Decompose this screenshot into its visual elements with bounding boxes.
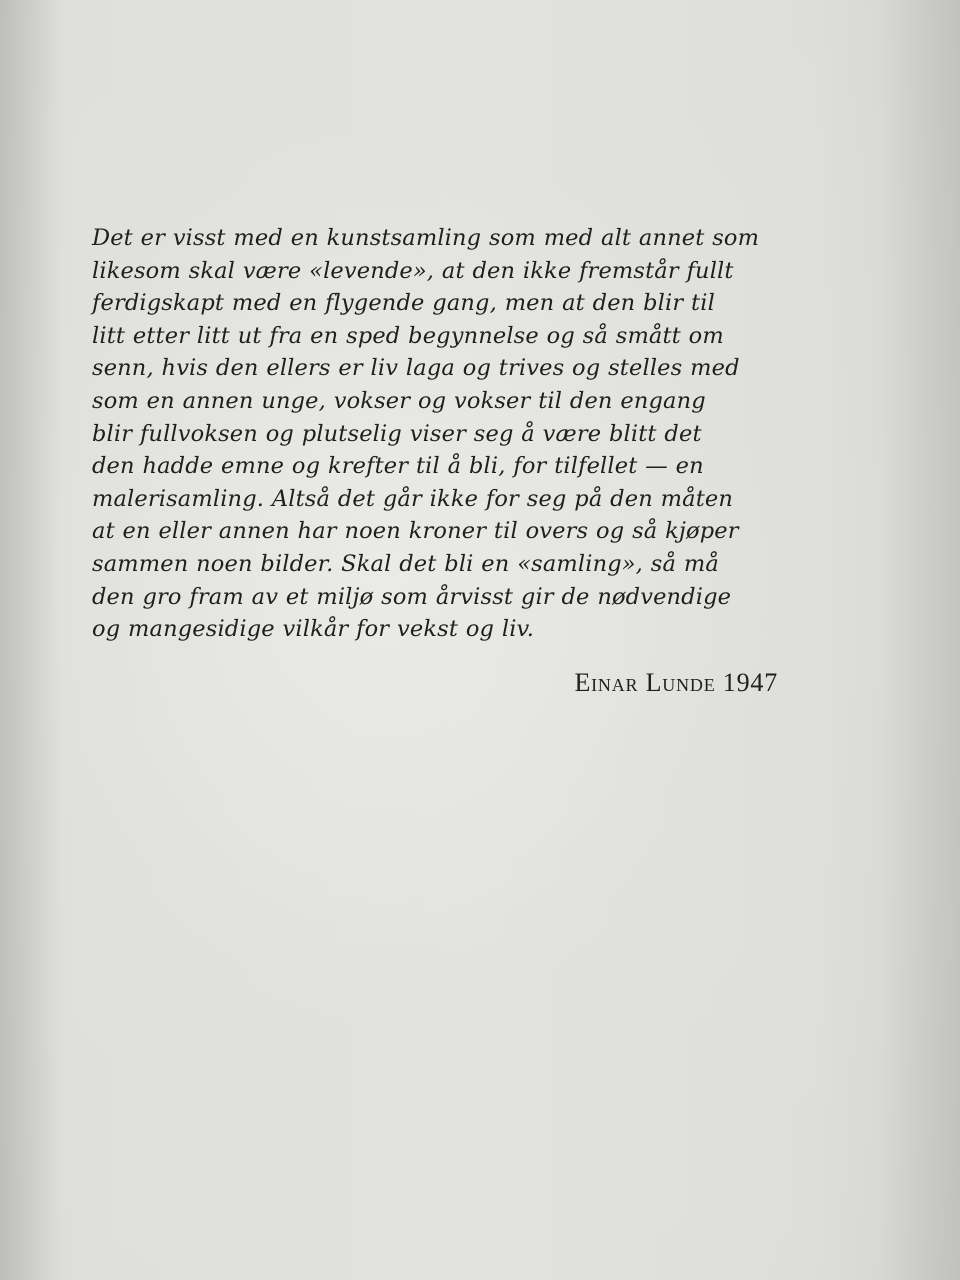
quote-line: som en annen unge, vokser og vokser til den engang [92, 387, 706, 414]
quote-line: litt etter litt ut fra en sped begynnelse og så smått om [92, 322, 724, 349]
quote-line: blir fullvoksen og plutselig viser seg å være blitt det [92, 420, 702, 447]
quote-line: likesom skal være «levende», at den ikke fremstår fullt [92, 257, 734, 284]
quote-line: Det er visst med en kunstsamling som med alt annet som [92, 225, 760, 251]
quote-line: den hadde emne og krefter til å bli, for tilfellet — en [92, 453, 704, 480]
page-shadow-right [880, 0, 960, 1280]
quote-line: at en eller annen har noen kroner til overs og så kjøper [92, 518, 739, 545]
quote-line: den gro fram av et miljø som årvisst gir de nødvendige [92, 583, 732, 610]
quote-line: sammen noen bilder. Skal det bli en «samling», så må [92, 550, 719, 577]
epigraph-quote [92, 222, 792, 646]
quote-line: senn, hvis den ellers er liv laga og trives og stelles med [92, 355, 740, 382]
quote-line: malerisamling. Altså det går ikke for seg på den måten [92, 485, 733, 512]
quote-line: ferdigskapt med en flygende gang, men at den blir til [92, 290, 715, 317]
quote-line: og mangesidige vilkår for vekst og liv. [92, 616, 535, 643]
page-shadow-left [0, 0, 60, 1280]
quote-attribution: Einar Lunde 1947 [574, 668, 778, 697]
